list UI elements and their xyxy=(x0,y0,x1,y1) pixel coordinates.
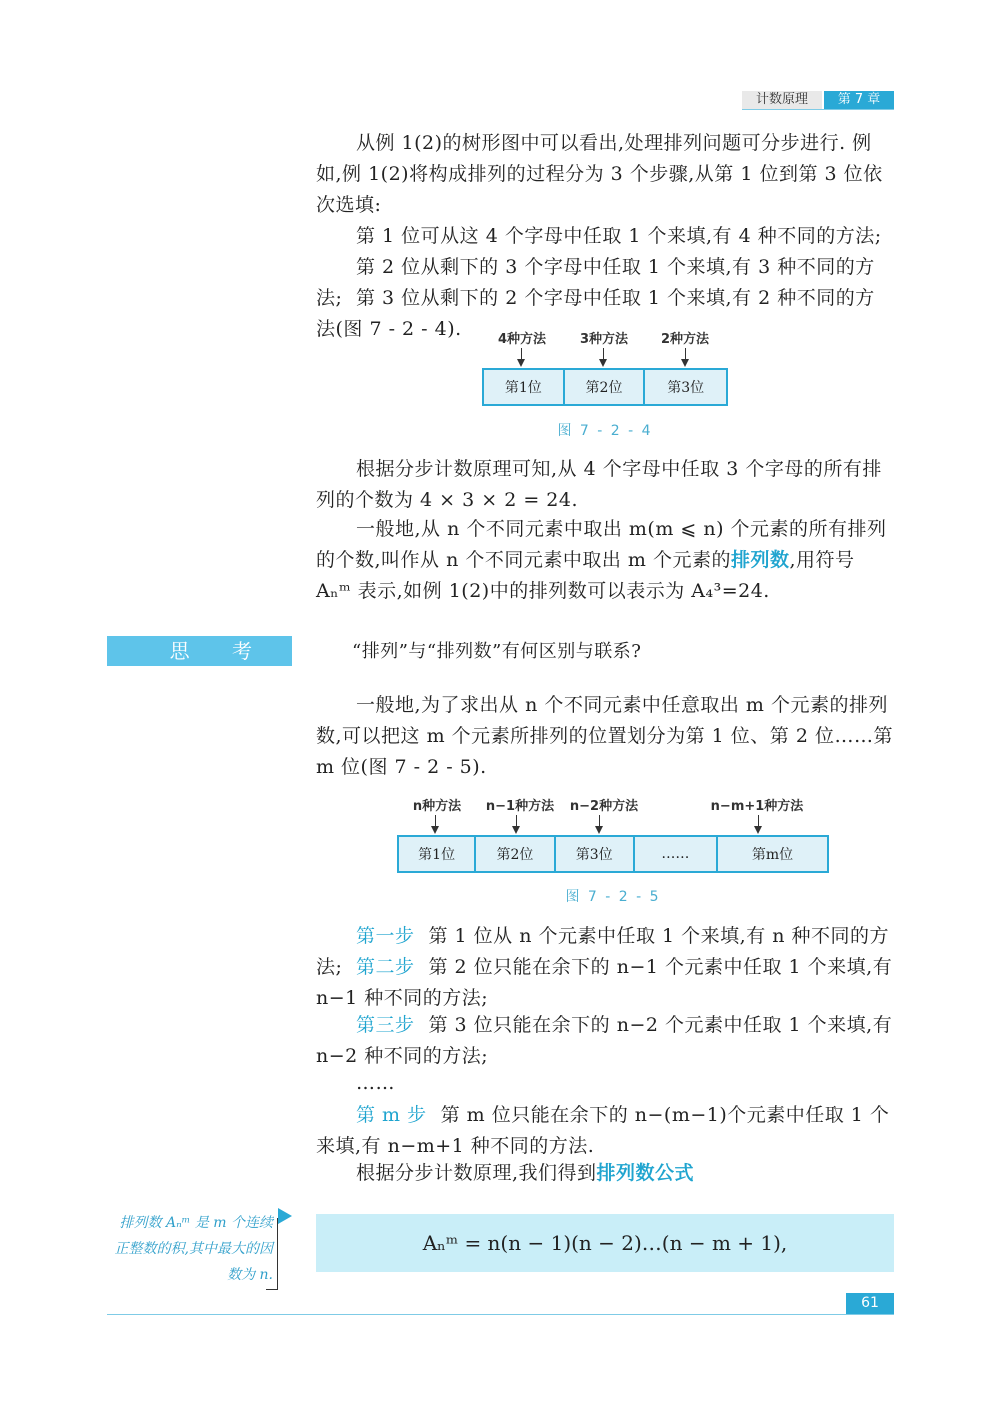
arrowhead xyxy=(512,826,520,834)
paragraph-definition xyxy=(316,514,894,607)
step-text: 第 3 位只能在余下的 n−2 个元素中任取 1 个来填,有 n−2 种不同的方法; xyxy=(316,1014,893,1067)
formula-box xyxy=(316,1214,894,1272)
arrowhead xyxy=(754,826,762,834)
paragraph-count: 根据分步计数原理可知,从 4 个字母中任取 3 个字母的所有排列的个数为 4 × 3 × 2 = 24. xyxy=(316,458,882,511)
position-cell: 第3位 xyxy=(556,837,635,871)
figure1-label: 2种方法 xyxy=(660,332,710,347)
paragraph-step1: 第 1 位可从这 4 个字母中任取 1 个来填,有 4 种不同的方法; xyxy=(356,225,882,247)
step-2 xyxy=(316,952,894,1014)
header-rule xyxy=(742,109,894,110)
position-box xyxy=(482,368,728,406)
footer-rule xyxy=(107,1314,894,1315)
figure2-label: n−1种方法 xyxy=(485,799,555,814)
position-cell: 第m位 xyxy=(751,847,794,863)
figure-caption: 图 7 - 2 - 4 xyxy=(557,423,653,439)
note-rule xyxy=(266,1289,278,1290)
arrowhead xyxy=(681,359,689,367)
permutation-formula: Aₙᵐ = n(n − 1)(n − 2)…(n − m + 1), xyxy=(422,1231,788,1255)
step-label: 第二步 xyxy=(356,956,415,978)
definition-text-end: ,用符号 Aₙᵐ 表示,如例 1(2)中的排列数可以表示为 A₄³=24. xyxy=(316,549,855,602)
ellipsis: …… xyxy=(356,1072,395,1094)
figure-7-2-5 xyxy=(397,795,829,875)
position-box xyxy=(397,835,829,873)
paragraph-general: 一般地,为了求出从 n 个不同元素中任意取出 m 个元素的排列数,可以把这 m 个元素所排列的位置划分为第 1 位、第 2 位……第 m 位(图 7 - 2 - 5). xyxy=(316,694,893,778)
figure1-label: 3种方法 xyxy=(579,332,629,347)
think-question: “排列”与“排列数”有何区别与联系? xyxy=(352,641,642,662)
flag-icon xyxy=(278,1208,292,1224)
position-cell: 第2位 xyxy=(565,370,646,404)
page-number: 61 xyxy=(846,1293,894,1314)
formula-intro-text: 根据分步计数原理,我们得到 xyxy=(356,1162,597,1184)
figure-7-2-4 xyxy=(482,328,728,408)
term-formula: 排列数公式 xyxy=(596,1162,695,1184)
position-cell: 第1位 xyxy=(399,837,476,871)
arrowhead xyxy=(517,359,525,367)
step-m xyxy=(316,1100,894,1162)
step-text: 第 m 位只能在余下的 n−(m−1)个元素中任取 1 个来填,有 n−m+1 种不同的方法. xyxy=(316,1104,890,1157)
arrowhead xyxy=(599,359,607,367)
position-cell: 第2位 xyxy=(476,837,555,871)
paragraph-formula-intro xyxy=(316,1158,894,1189)
figure2-label: n种方法 xyxy=(412,799,462,814)
arrowhead xyxy=(431,826,439,834)
step-text: 第 1 位从 n 个元素中任取 1 个来填,有 n 种不同的方法; xyxy=(316,925,890,978)
figure1-label: 4种方法 xyxy=(497,332,547,347)
paragraph-intro: 从例 1(2)的树形图中可以看出,处理排列问题可分步进行. 例如,例 1(2)将构成排列的过程分为 3 个步骤,从第 1 位到第 3 位依次选填: xyxy=(316,132,883,216)
arrowhead xyxy=(595,826,603,834)
step-text: 第 2 位只能在余下的 n−1 个元素中任取 1 个来填,有 n−1 种不同的方法; xyxy=(316,956,893,1009)
position-cell: 第3位 xyxy=(667,380,705,396)
think-label: 思 考 xyxy=(107,636,292,666)
definition-text: 一般地,从 n 个不同元素中取出 m(m ⩽ n) 个元素的所有排列的个数,叫作从 n 个不同元素中取出 m 个元素的 xyxy=(316,518,887,571)
figure2-label: n−2种方法 xyxy=(569,799,639,814)
note-rule xyxy=(277,1218,278,1290)
section-title: 计数原理 xyxy=(742,91,822,109)
figure2-label: n−m+1种方法 xyxy=(710,799,804,814)
step-3 xyxy=(316,1010,894,1072)
paragraph-step3: 第 3 位从剩下的 2 个字母中任取 1 个来填,有 2 种不同的方法(图 7 - 2 - 4). xyxy=(316,287,875,340)
figure-caption: 图 7 - 2 - 5 xyxy=(565,889,661,905)
paragraph-step2: 第 2 位从剩下的 3 个字母中任取 1 个来填,有 3 种不同的方法; xyxy=(316,256,875,309)
step-label: 第 m 步 xyxy=(356,1104,427,1126)
step-label: 第三步 xyxy=(356,1014,415,1036)
step-label: 第一步 xyxy=(356,925,415,947)
chapter-badge: 第 7 章 xyxy=(824,91,894,109)
side-note: 排列数 Aₙᵐ 是 m 个连续正整数的积,其中最大的因数为 n. xyxy=(114,1215,273,1283)
position-cell: 第1位 xyxy=(484,370,565,404)
term-permutation-number: 排列数 xyxy=(730,549,790,571)
position-cell: …… xyxy=(635,837,718,871)
